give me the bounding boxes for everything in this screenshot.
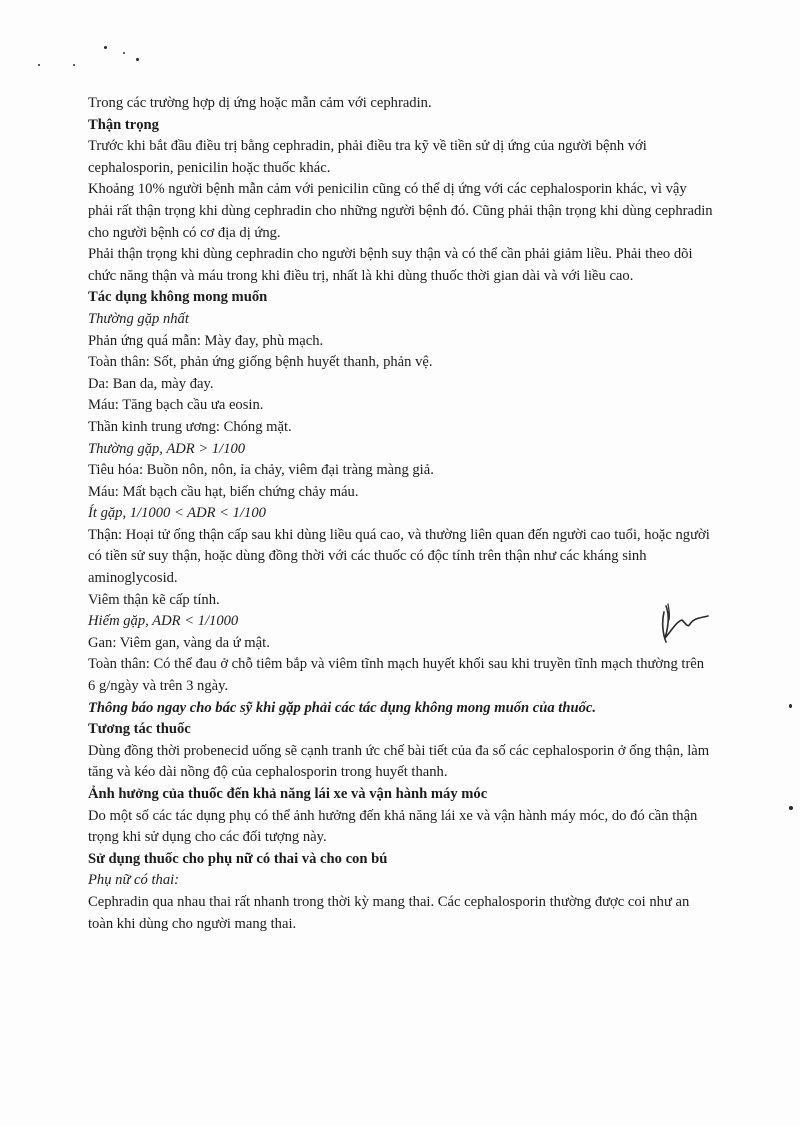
subheading-pregnant: Phụ nữ có thai: — [88, 872, 180, 889]
heading-pregnancy: Sử dụng thuốc cho phụ nữ có thai và cho con bú — [88, 850, 388, 867]
para-skin: Da: Ban da, mày đay. — [88, 375, 214, 392]
heading-interactions: Tương tác thuốc — [88, 721, 191, 738]
scan-speck — [38, 64, 40, 66]
subheading-most-common: Thường gặp nhất — [88, 310, 189, 327]
scan-speck — [136, 58, 139, 61]
para-digestive: Tiêu hóa: Buồn nôn, nôn, ỉa chảy, viêm đại tràng màng giả. — [88, 462, 434, 479]
signature-icon — [656, 602, 716, 648]
para-driving: Do một số các tác dụng phụ có thể ảnh hưởng đến khả năng lái xe và vận hành máy móc, do đó cần thận trọng khi sử dụng cho các đối tượng này. — [88, 807, 698, 846]
para-cns: Thần kinh trung ương: Chóng mặt. — [88, 418, 292, 435]
para-systemic: Toàn thân: Sốt, phản ứng giống bệnh huyết thanh, phản vệ. — [88, 354, 433, 371]
para-nephritis: Viêm thận kẽ cấp tính. — [88, 591, 220, 608]
heading-driving: Ảnh hưởng của thuốc đến khả năng lái xe và vận hành máy móc — [88, 786, 488, 802]
para-blood-2: Máu: Mất bạch cầu hạt, biến chứng chảy máu. — [88, 483, 359, 500]
para-intro: Trong các trường hợp dị ứng hoặc mẫn cảm với cephradin. — [88, 95, 432, 111]
document-body — [88, 93, 713, 935]
scan-speck — [104, 46, 107, 49]
para-precaution-3: Phải thận trọng khi dùng cephradin cho người bệnh suy thận và có thể cần phải giảm liều. Phải theo dõi chức năng thận và máu trong khi điều trị, nhất là khi dùng thuốc thời gian dài và với liều cao. — [88, 246, 693, 284]
para-precaution-2: Khoảng 10% người bệnh mẫn cảm với penicilin cũng có thể dị ứng với các cephalosporin khác, vì vậy phải rất thận trọng khi dùng cephradin cho những người bệnh đó. Cũng phải thận trọng khi dùng cephradin cho người bệnh có cơ địa dị ứng. — [88, 181, 713, 241]
para-precaution-1: Trước khi bắt đầu điều trị bằng cephradin, phải điều tra kỹ về tiền sử dị ứng của người bệnh với cephalosporin, penicilin hoặc thuốc khác. — [88, 138, 647, 176]
scan-speck — [789, 704, 792, 708]
heading-side-effects: Tác dụng không mong muốn — [88, 289, 268, 306]
para-liver: Gan: Viêm gan, vàng da ứ mật. — [88, 634, 270, 651]
para-pregnancy: Cephradin qua nhau thai rất nhanh trong thời kỳ mang thai. Các cephalosporin thường được coi như an toàn khi dùng cho người mang thai. — [88, 893, 690, 932]
para-systemic-2: Toàn thân: Có thể đau ở chỗ tiêm bắp và viêm tĩnh mạch huyết khối sau khi truyền tĩnh mạch thường trên 6 g/ngày và trên 3 ngày. — [88, 656, 705, 695]
scan-speck — [789, 806, 793, 810]
subheading-common: Thường gặp, ADR > 1/100 — [88, 440, 246, 457]
para-interactions: Dùng đồng thời probenecid uống sẽ cạnh tranh ức chế bài tiết của đa số các cephalosporin ở ống thận, làm tăng và kéo dài nồng độ của cephalosporin trong huyết thanh. — [88, 742, 710, 781]
para-kidney: Thận: Hoại tử ống thận cấp sau khi dùng liều quá cao, và thường liên quan đến người cao tuổi, hoặc người có tiền sử suy thận, hoặc dùng đồng thời với các thuốc có độc tính trên thận như các kháng sinh aminoglycosid. — [88, 526, 710, 587]
subheading-rare: Hiếm gặp, ADR < 1/1000 — [88, 613, 239, 630]
notice-report-side-effects: Thông báo ngay cho bác sỹ khi gặp phải các tác dụng không mong muốn của thuốc. — [88, 699, 597, 716]
para-hypersensitivity: Phản ứng quá mẫn: Mày đay, phù mạch. — [88, 332, 324, 349]
subheading-uncommon: Ít gặp, 1/1000 < ADR < 1/100 — [88, 505, 266, 522]
scan-speck — [73, 64, 75, 66]
para-blood: Máu: Tăng bạch cầu ưa eosin. — [88, 397, 264, 414]
scan-speck — [123, 52, 125, 54]
heading-precautions: Thận trọng — [88, 116, 159, 133]
